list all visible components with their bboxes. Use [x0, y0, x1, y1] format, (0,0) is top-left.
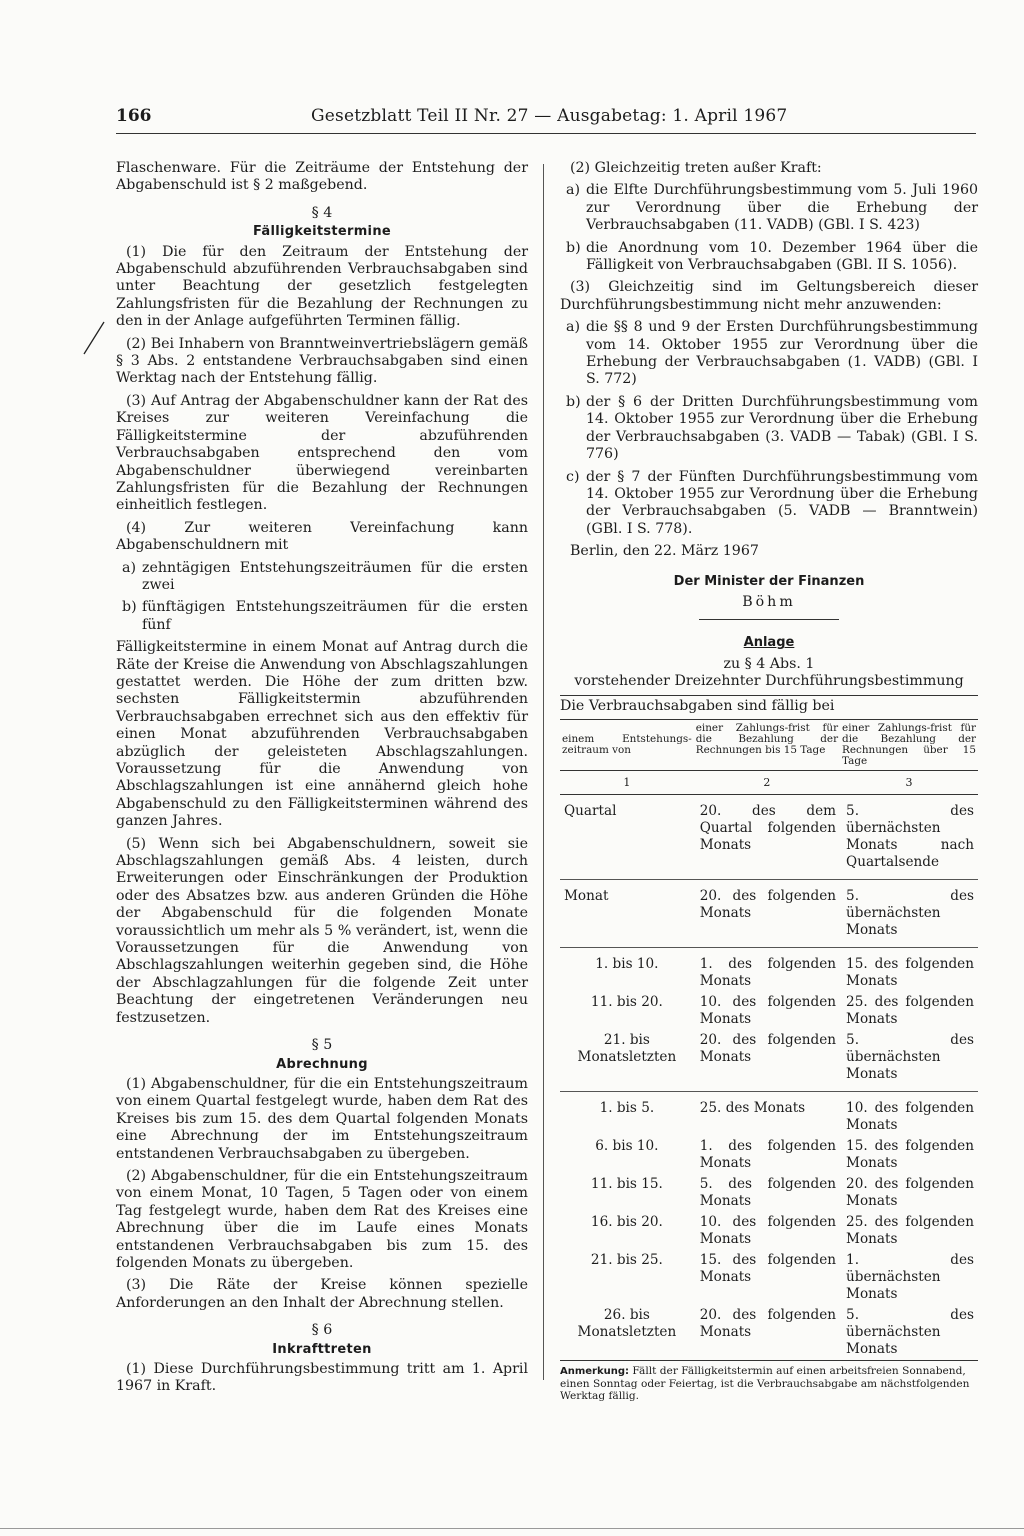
list-text: der § 6 der Dritten Durchführungsbestimmung vom 14. Oktober 1955 zur Verordnung über die Erhebung der Verbrauchsabgaben (3. VADB — Tabak) (GBl. I S. 776)	[586, 393, 978, 463]
paragraph: (3) Die Räte der Kreise können spezielle Anforderungen an den Inhalt der Abrechnung stellen.	[116, 1277, 528, 1311]
list-label: c)	[566, 468, 580, 485]
column-number: 2	[694, 770, 840, 794]
paragraph: (2) Bei Inhabern von Branntweinvertriebslägern gemäß § 3 Abs. 2 entstandene Verbrauchsabgaben sind einen Werktag nach der Entstehung fällig.	[116, 335, 528, 387]
right-column	[560, 160, 978, 1402]
table-row	[560, 947, 978, 992]
table-row	[560, 992, 978, 1030]
table-cell: 11. bis 20.	[590, 993, 663, 1010]
left-column	[116, 160, 528, 1401]
table-row	[560, 794, 978, 879]
table-top-rule	[560, 695, 978, 696]
paragraph: (5) Wenn sich bei Abgabenschuldnern, soweit sie Abschlagszahlungen gemäß Abs. 4 leisten, durch Erweiterungen oder Einschränkungen der Produktion oder des Absatzes bzw. aus anderen Gründen die Höhe der Abgabenschuld für die folgenden Monate voraussichtlich um mehr als 5 % verändert, ist, wenn die Voraussetzungen für die Anwendung von Abschlagszahlungen weiterhin gegeben sind, die Höhe der Abschlagzahlungen für die folgende Zeit unter Beachtung der eingetretenen Veränderungen neu festzusetzen.	[116, 835, 528, 1026]
note-label: Anmerkung:	[560, 1365, 630, 1377]
table-cell: 5. des übernächsten Monats	[840, 879, 978, 947]
table-row	[560, 1305, 978, 1361]
table-cell: 11. bis 15.	[590, 1175, 663, 1192]
section-heading: Fälligkeitstermine	[252, 224, 391, 240]
list-text: zehntägigen Entstehungszeiträumen für die ersten zwei	[142, 559, 528, 593]
list-label: a)	[566, 319, 580, 336]
running-title: Gesetzblatt Teil II Nr. 27 — Ausgabetag: 1. April 1967	[311, 106, 788, 126]
list-text: der § 7 der Fünften Durchführungsbestimmung vom 14. Oktober 1955 zur Verordnung über die Erhebung der Verbrauchsabgaben (5. VADB — Branntwein) (GBl. I S. 778).	[586, 468, 978, 537]
list-item	[560, 240, 978, 275]
paragraph: Fälligkeitstermine in einem Monat auf Antrag durch die Räte der Kreise die Anwendung von Abschlagszahlungen gestattet werden. Die Höhe der zum dritten bzw. sechsten Fälligkeitstermin abzuführenden Verbrauchsabgaben errechnet sich aus den effektiv für einen Monat abzuführenden Verbrauchsabgaben abzüglich der geleisteten Abschlagszahlungen. Voraussetzung für die Anwendung von Abschlagszahlungen ist eine annähernd gleich hohe Abgabenschuld zu den Fälligkeitsterminen während des ganzen Jahres.	[116, 639, 528, 830]
list-label: a)	[122, 559, 136, 576]
table-cell: 25. des folgenden Monats	[846, 1213, 974, 1247]
list-label: b)	[566, 239, 581, 256]
table-row	[560, 1091, 978, 1136]
table-cell: 5. des folgenden Monats	[699, 1175, 837, 1209]
due-dates-table	[560, 720, 978, 1361]
list-item	[116, 560, 528, 595]
table-cell: 21. bis Monatsletzten	[560, 1030, 694, 1092]
section-number: § 5	[311, 1037, 333, 1054]
place-date: Berlin, den 22. März 1967	[570, 543, 759, 560]
table-row	[560, 879, 978, 947]
paragraph: (1) Abgabenschuldner, für die ein Entstehungszeitraum von einem Quartal festgelegt wurde, haben dem Rat des Kreises bis zum 15. des dem Quartal folgenden Monats eine Abrechnung der im Entstehungszeitraum entstandenen Verbrauchsabgaben zu übergeben.	[116, 1075, 528, 1162]
table-cell: 20. des folgenden Monats	[699, 1306, 837, 1340]
list-item	[560, 469, 978, 539]
section-heading: Abrechnung	[276, 1056, 368, 1072]
signer-name: Böhm	[742, 593, 796, 610]
list-text: fünftägigen Entstehungszeiträumen für die ersten fünf	[142, 599, 528, 633]
table-row	[560, 1174, 978, 1212]
table-cell: 1. des folgenden Monats	[699, 1137, 837, 1171]
table-cell: 16. bis 20.	[590, 1213, 663, 1230]
table-cell: 1. bis 5.	[599, 1099, 655, 1116]
table-row	[560, 1250, 978, 1305]
table-cell: 20. des folgenden Monats	[694, 1030, 840, 1092]
table-cell: Quartal	[560, 794, 694, 879]
table-cell: 5. des übernächsten Monats	[840, 1030, 978, 1092]
annex-subtitle: zu § 4 Abs. 1	[723, 655, 815, 672]
note-text: Fällt der Fälligkeitstermin auf einen arbeitsfreien Sonnabend, einen Sonntag oder Feiertag, ist die Verbrauchsabgabe am nächstfolgenden Werktag fällig.	[560, 1364, 970, 1402]
column-header: einer Zahlungs-frist für die Bezahlung der Rechnungen bis 15 Tage	[695, 721, 839, 756]
table-cell: 10. des folgenden Monats	[699, 1213, 837, 1247]
table-cell: 20. des folgenden Monats	[694, 879, 840, 947]
paragraph: (4) Zur weiteren Vereinfachung kann Abgabenschuldnern mit	[116, 519, 528, 554]
paragraph: (3) Gleichzeitig sind im Geltungsbereich dieser Durchführungsbestimmung nicht mehr anzuwenden:	[560, 279, 978, 313]
list-item	[116, 599, 528, 634]
signer-title: Der Minister der Finanzen	[673, 573, 865, 589]
list-item	[560, 319, 978, 389]
table-cell: 15. des folgenden Monats	[846, 1137, 974, 1171]
table-cell: 26. bis Monatsletzten	[577, 1306, 677, 1340]
paragraph: (1) Die für den Zeitraum der Entstehung der Abgabenschuld abzuführenden Verbrauchsabgaben sind unter Beachtung der gesetzlich festgelegten Zahlungsfristen für die Bezahlung der Rechnungen zu den in der Anlage aufgeführten Terminen fällig.	[116, 243, 528, 330]
table-cell: 15. des folgenden Monats	[846, 955, 974, 989]
column-number: 3	[840, 770, 978, 794]
list-text: die Elfte Durchführungsbestimmung vom 5. Juli 1960 zur Verordnung über die Erhebung der Verbrauchsabgaben (11. VADB) (GBl. I S. 423)	[586, 182, 978, 234]
table-cell: 1. des folgenden Monats	[699, 955, 837, 989]
table-header-row	[560, 720, 978, 771]
signature-rule	[699, 619, 839, 620]
table-note	[560, 1365, 978, 1402]
column-header: einer Zahlungs-frist für die Bezahlung der Rechnungen über 15 Tage	[842, 721, 976, 767]
annex-title: Anlage	[743, 635, 795, 651]
column-number: 1	[560, 770, 694, 794]
paragraph: (3) Auf Antrag der Abgabenschuldner kann der Rat des Kreises zur weiteren Vereinfachung die Fälligkeitstermine der abzuführenden Verbrauchsabgaben entsprechend den vom Abgabenschuldner überwiegend vereinbarten Zahlungsfristen für die Bezahlung der Rechnungen einheitlich festlegen.	[116, 392, 528, 514]
header-rule	[116, 133, 976, 134]
list-label: b)	[122, 599, 137, 616]
column-number-row	[560, 770, 978, 794]
table-cell: 25. des folgenden Monats	[846, 993, 974, 1027]
table-cell: 20. des dem Quartal folgenden Monats	[694, 794, 840, 879]
scan-bottom-edge	[0, 1528, 1024, 1529]
list-item	[560, 182, 978, 234]
pen-mark	[80, 318, 110, 358]
intro-paragraph: Flaschenware. Für die Zeiträume der Entstehung der Abgabenschuld ist § 2 maßgebend.	[116, 160, 528, 194]
table-row	[560, 1030, 978, 1092]
section-heading: Inkrafttreten	[272, 1341, 372, 1357]
page-header	[116, 106, 976, 136]
table-cell: 10. des folgenden Monats	[846, 1099, 974, 1133]
table-row	[560, 1136, 978, 1174]
column-header: einem Entstehungs-zeitraum von	[562, 732, 692, 756]
table-cell: 10. des folgenden Monats	[699, 993, 837, 1027]
paragraph: (1) Diese Durchführungsbestimmung tritt am 1. April 1967 in Kraft.	[116, 1361, 528, 1395]
table-cell: Monat	[560, 879, 694, 947]
table-cell: 5. des übernächsten Monats	[846, 1306, 974, 1357]
table-cell: 21. bis 25.	[590, 1251, 663, 1268]
section-number: § 4	[311, 204, 333, 221]
annex-subtitle: vorstehender Dreizehnter Durchführungsbestimmung	[574, 673, 964, 690]
table-caption: Die Verbrauchsabgaben sind fällig bei	[560, 697, 835, 714]
page-number: 166	[116, 106, 152, 126]
table-cell: 20. des folgenden Monats	[846, 1175, 974, 1209]
table-cell: 1. des übernächsten Monats	[846, 1251, 974, 1302]
column-divider	[543, 164, 544, 1380]
table-cell: 5. des übernächsten Monats nach Quartalsende	[840, 794, 978, 879]
paragraph: (2) Gleichzeitig treten außer Kraft:	[570, 160, 822, 176]
table-cell: 1. bis 10.	[595, 955, 659, 972]
table-cell: 25. des Monats	[699, 1099, 806, 1116]
paragraph: (2) Abgabenschuldner, für die ein Entstehungszeitraum von einem Monat, 10 Tagen, 5 Tagen oder von einem Tag festgelegt wurde, haben dem Rat des Kreises eine Abrechnung über die im Laufe eines Monats entstandenen Verbrauchsabgaben bis zum 15. des folgenden Monats zu übergeben.	[116, 1167, 528, 1271]
list-label: a)	[566, 182, 580, 199]
table-cell: 6. bis 10.	[595, 1137, 659, 1154]
table-row	[560, 1212, 978, 1250]
table-cell: 15. des folgenden Monats	[699, 1251, 837, 1285]
section-number: § 6	[311, 1322, 333, 1339]
list-item	[560, 394, 978, 464]
list-text: die Anordnung vom 10. Dezember 1964 über die Fälligkeit von Verbrauchsabgaben (GBl. II S. 1056).	[586, 239, 978, 274]
list-text: die §§ 8 und 9 der Ersten Durchführungsbestimmung vom 14. Oktober 1955 zur Verordnung über die Erhebung der Verbrauchsabgaben (1. VADB) (GBl. I S. 772)	[586, 319, 978, 388]
list-label: b)	[566, 393, 581, 410]
